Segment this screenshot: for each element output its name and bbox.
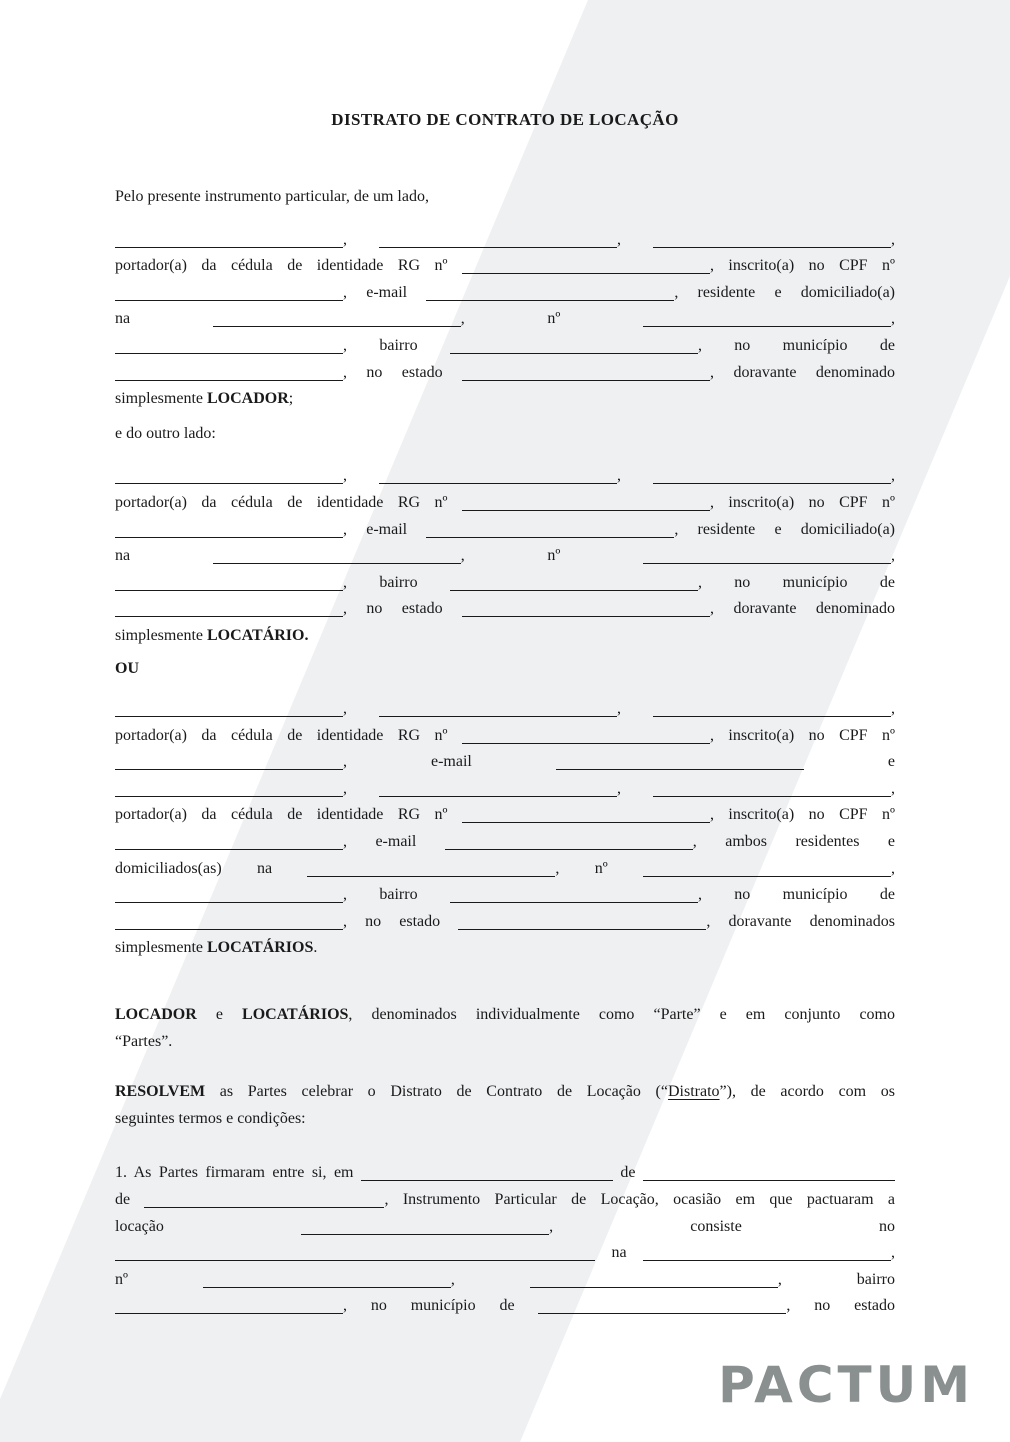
blank-field <box>379 781 617 797</box>
text-run: , <box>617 700 653 718</box>
text-run: , <box>891 779 895 797</box>
blank-field <box>115 1245 595 1261</box>
document-line <box>115 1106 895 1133</box>
emphasis-text: LOCADOR <box>115 1006 197 1024</box>
document-body <box>115 184 895 1320</box>
text-run: , bairro <box>777 1270 896 1288</box>
document-line <box>115 1240 895 1267</box>
locador-block <box>115 227 895 413</box>
text-run: , <box>450 1270 530 1288</box>
text-run: , no estado <box>343 912 459 930</box>
document-line <box>115 421 895 448</box>
resolvem <box>115 1079 895 1132</box>
blank-field <box>450 338 698 354</box>
text-run: , Instrumento Particular de Locação, ocasião em que pactuaram a <box>384 1191 895 1208</box>
text-run: , <box>891 230 895 248</box>
text-run: , doravante denominado <box>710 600 895 618</box>
text-run: , bairro <box>343 336 450 354</box>
locatario-block <box>115 463 895 649</box>
text-run: , residente e domiciliado(a) <box>674 520 895 538</box>
text-run: Distrato <box>667 1083 720 1101</box>
document-line <box>115 184 895 211</box>
text-run: , consiste no <box>549 1217 896 1235</box>
page-title: DISTRATO DE CONTRATO DE LOCAÇÃO <box>331 110 679 129</box>
text-run: , nº <box>460 547 643 565</box>
document-line <box>115 1029 895 1056</box>
blank-field <box>653 468 891 484</box>
blank-field <box>379 701 617 717</box>
blank-field <box>115 575 343 591</box>
text-run: na <box>595 1244 643 1262</box>
document-line <box>115 253 895 280</box>
blank-field <box>643 1245 891 1261</box>
blank-field <box>115 781 343 797</box>
text-run: , e-mail <box>343 753 556 771</box>
text-run: , nº <box>460 310 643 328</box>
blank-field <box>115 285 343 301</box>
locatarios-block <box>115 696 895 962</box>
document-line <box>115 306 895 333</box>
text-run: de <box>612 1164 643 1182</box>
text-run: , bairro <box>343 573 450 591</box>
ou-separator <box>115 656 895 683</box>
text-run: , <box>891 859 895 877</box>
blank-field <box>115 834 343 850</box>
text-run: domiciliados(as) na <box>115 859 308 877</box>
text-run: , <box>891 467 895 485</box>
document-line <box>115 696 895 723</box>
blank-field <box>144 1192 384 1208</box>
blank-field <box>115 468 343 484</box>
document-line <box>115 1002 895 1029</box>
text-run: , <box>343 230 379 248</box>
document-line <box>115 656 895 683</box>
text-run: , no município de <box>697 336 896 354</box>
document-line <box>115 596 895 623</box>
blank-field <box>115 1298 343 1314</box>
blank-field <box>115 365 343 381</box>
text-run: portador(a) da cédula de identidade RG nº <box>115 726 462 744</box>
blank-field <box>115 914 343 930</box>
blank-field <box>458 914 706 930</box>
document-line <box>115 1079 895 1106</box>
partes-definition <box>115 1002 895 1055</box>
text-run: , <box>343 467 379 485</box>
text-run: portador(a) da cédula de identidade RG nº <box>115 257 462 275</box>
document-line <box>115 1160 895 1187</box>
document-line <box>115 490 895 517</box>
emphasis-text: OU <box>115 659 139 677</box>
text-run: , no município de <box>697 886 896 904</box>
text-run: e <box>196 1006 243 1024</box>
document-line <box>115 723 895 750</box>
blank-field <box>115 338 343 354</box>
text-run: na <box>115 547 213 565</box>
emphasis-text: LOCATÁRIO. <box>206 626 309 644</box>
text-run: , bairro <box>343 886 450 904</box>
blank-field <box>462 728 710 744</box>
blank-field <box>643 548 891 564</box>
text-run: , <box>891 310 895 328</box>
document-line <box>115 1267 895 1294</box>
text-run: , <box>891 700 895 718</box>
document-line <box>115 1214 895 1241</box>
document-line <box>115 856 895 883</box>
document-line <box>115 776 895 803</box>
document-line <box>115 280 895 307</box>
emphasis-text: LOCATÁRIOS <box>242 1006 349 1024</box>
text-run: seguintes termos e condições: <box>115 1109 306 1127</box>
text-run: Pelo presente instrumento particular, de um lado, <box>115 188 429 205</box>
blank-field <box>450 575 698 591</box>
document-line <box>115 802 895 829</box>
text-run: , nº <box>555 859 643 877</box>
text-run: , e-mail <box>343 520 427 538</box>
text-run: simplesmente <box>115 390 207 408</box>
document-line <box>115 882 895 909</box>
blank-field <box>115 887 343 903</box>
text-run: 1. As Partes firmaram entre si, em <box>115 1164 361 1182</box>
text-run: , <box>891 547 895 565</box>
blank-field <box>115 701 343 717</box>
intro <box>115 184 895 211</box>
text-run: , ambos residentes e <box>692 833 895 851</box>
document-line <box>115 623 895 650</box>
blank-field <box>462 601 710 617</box>
emphasis-text: LOCATÁRIOS <box>206 939 314 957</box>
document-line <box>115 463 895 490</box>
text-run: , denominados individualmente como “Parte” e em conjunto como <box>348 1006 896 1024</box>
emphasis-text: LOCADOR <box>206 390 289 408</box>
blank-field <box>115 754 343 770</box>
document-line <box>115 517 895 544</box>
blank-field <box>643 861 891 877</box>
document-line <box>115 829 895 856</box>
text-run: , <box>617 467 653 485</box>
blank-field <box>203 1272 451 1288</box>
blank-field <box>307 861 555 877</box>
document-line <box>115 909 895 936</box>
document-line <box>115 333 895 360</box>
blank-field <box>379 468 617 484</box>
text-run: , inscrito(a) no CPF nº <box>709 806 895 824</box>
text-run: , inscrito(a) no CPF nº <box>709 493 895 511</box>
text-run: , inscrito(a) no CPF nº <box>709 257 895 275</box>
text-run: , e-mail <box>343 833 445 851</box>
blank-field <box>115 601 343 617</box>
text-run: ; <box>288 390 294 408</box>
blank-field <box>556 754 804 770</box>
blank-field <box>361 1165 613 1181</box>
text-run: portador(a) da cédula de identidade RG nº <box>115 493 462 511</box>
text-run: portador(a) da cédula de identidade RG nº <box>115 806 462 824</box>
blank-field <box>213 548 461 564</box>
blank-field <box>538 1298 786 1314</box>
blank-field <box>653 781 891 797</box>
blank-field <box>653 232 891 248</box>
document-line <box>115 1187 895 1214</box>
text-run: , no estado <box>343 363 463 381</box>
emphasis-text: RESOLVEM <box>115 1083 206 1101</box>
text-run: , e-mail <box>343 283 427 301</box>
outro-lado <box>115 421 895 448</box>
text-run: na <box>115 310 213 328</box>
blank-field <box>653 701 891 717</box>
blank-field <box>530 1272 778 1288</box>
text-run: as Partes celebrar o Distrato de Contrato de Locação (“ <box>205 1083 668 1101</box>
document-line <box>115 227 895 254</box>
text-run: , <box>343 779 379 797</box>
blank-field <box>643 1165 895 1181</box>
blank-field <box>450 887 698 903</box>
pactum-logo: PACTUM <box>718 1356 974 1414</box>
blank-field <box>462 495 710 511</box>
document-line <box>115 570 895 597</box>
text-run: , no estado <box>786 1297 896 1315</box>
text-run: , no município de <box>343 1297 539 1315</box>
document-line <box>115 360 895 387</box>
text-run: nº <box>115 1270 203 1288</box>
clause-1 <box>115 1160 895 1320</box>
blank-field <box>462 258 710 274</box>
text-run: e do outro lado: <box>115 424 216 442</box>
blank-field <box>462 365 710 381</box>
blank-field <box>462 807 710 823</box>
text-run: , <box>891 1244 895 1262</box>
blank-field <box>115 232 343 248</box>
text-run: , inscrito(a) no CPF nº <box>709 726 895 744</box>
document-line <box>115 543 895 570</box>
text-run: . <box>313 939 318 957</box>
blank-field <box>445 834 693 850</box>
text-run: , no município de <box>697 573 896 591</box>
blank-field <box>643 311 891 327</box>
text-run: , doravante denominado <box>710 363 895 381</box>
text-run: , residente e domiciliado(a) <box>674 283 895 301</box>
text-run: de <box>115 1191 145 1208</box>
blank-field <box>379 232 617 248</box>
blank-field <box>426 285 674 301</box>
text-run: , doravante denominados <box>706 912 895 930</box>
text-run: “Partes”. <box>115 1032 173 1050</box>
document-line <box>115 386 895 413</box>
blank-field <box>213 311 461 327</box>
text-run: locação <box>115 1217 302 1235</box>
document-line <box>115 1293 895 1320</box>
document-line <box>115 749 895 776</box>
text-run: , <box>343 700 379 718</box>
blank-field <box>115 522 343 538</box>
blank-field <box>426 522 674 538</box>
text-run: simplesmente <box>115 626 207 644</box>
blank-field <box>301 1219 549 1235</box>
text-run: , <box>617 779 653 797</box>
text-run: , <box>617 230 653 248</box>
text-run: simplesmente <box>115 939 207 957</box>
text-run: ”), de acordo com os <box>719 1083 895 1101</box>
text-run: e <box>803 753 895 771</box>
document-line <box>115 935 895 962</box>
text-run: , no estado <box>343 600 463 618</box>
